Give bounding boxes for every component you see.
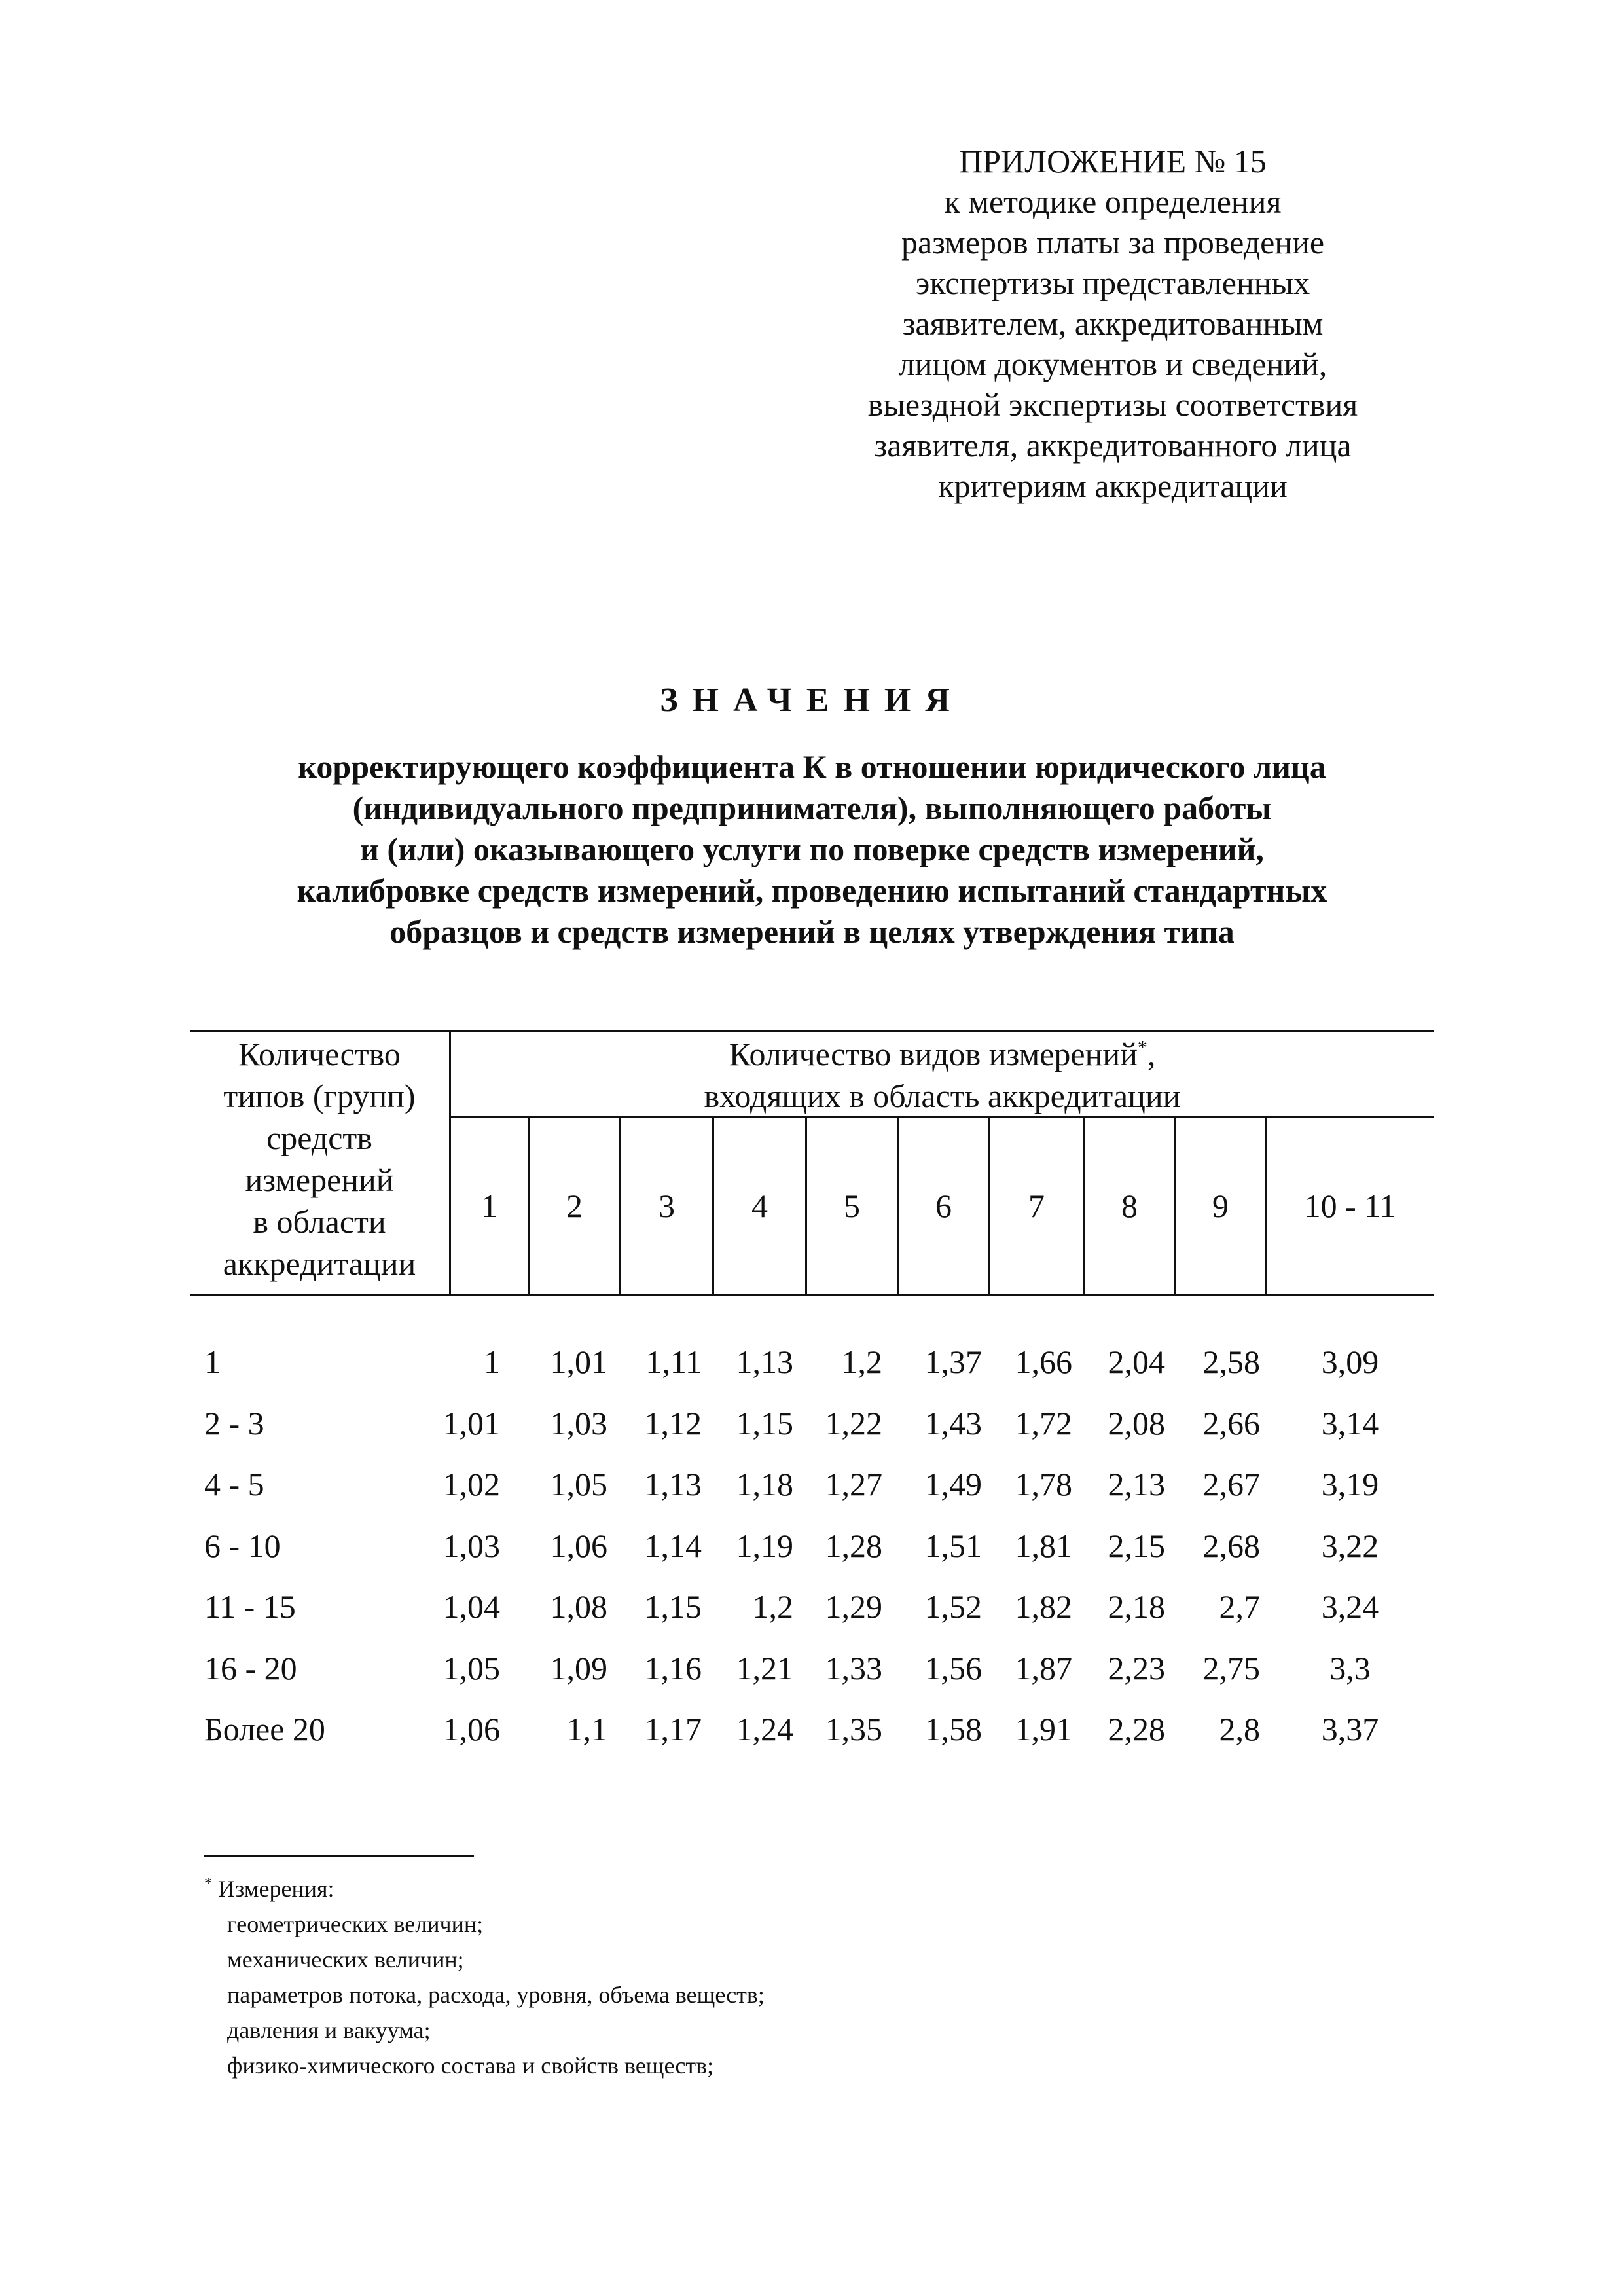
table-cell: 1,16 xyxy=(644,1650,702,1686)
table-cell: 3,3 xyxy=(1329,1650,1371,1686)
table-cell: 2,23 xyxy=(1108,1650,1165,1686)
footnote-mark: * xyxy=(204,1875,212,1892)
row-header-line: в области xyxy=(253,1203,386,1240)
table-cell: 1,06 xyxy=(442,1711,500,1747)
document-subtitle xyxy=(131,746,1493,953)
table-cell: 1,03 xyxy=(442,1527,500,1564)
table-cell: 1,18 xyxy=(736,1466,793,1503)
group-header-line: входящих в область аккредитации xyxy=(704,1078,1181,1114)
row-label: 1 xyxy=(204,1343,221,1380)
table-cell: 1,13 xyxy=(736,1343,793,1380)
table-cell: 3,24 xyxy=(1321,1588,1379,1625)
table-cell: 1,51 xyxy=(924,1527,982,1564)
table-cell: 2,58 xyxy=(1202,1343,1260,1380)
row-header-line: измерений xyxy=(245,1161,394,1198)
table-cell: 1,22 xyxy=(825,1405,882,1442)
row-header-line: средств xyxy=(266,1120,372,1156)
appendix-line: лицом документов и сведений, xyxy=(898,346,1327,382)
table-cell: 1,02 xyxy=(442,1466,500,1503)
table-cell: 1,78 xyxy=(1015,1466,1072,1503)
table-cell: 2,8 xyxy=(1219,1711,1260,1747)
subtitle-line: и (или) оказывающего услуги по поверке средств измерений, xyxy=(360,831,1264,867)
table-cell: 3,09 xyxy=(1321,1343,1379,1380)
subtitle-line: калибровке средств измерений, проведению испытаний стандартных xyxy=(297,872,1327,909)
table-cell: 1,72 xyxy=(1015,1405,1072,1442)
table-cell: 1,49 xyxy=(924,1466,982,1503)
row-header-line: типов (групп) xyxy=(223,1078,416,1114)
table-cell: 1,58 xyxy=(924,1711,982,1747)
footnote-item: параметров потока, расхода, уровня, объема веществ; xyxy=(227,1982,765,2008)
table-cell: 1,21 xyxy=(736,1650,793,1686)
footnote-item: геометрических величин; xyxy=(227,1911,484,1937)
table-cell: 1,28 xyxy=(825,1527,882,1564)
footnote-item: физико-химического состава и свойств веществ; xyxy=(227,2052,714,2079)
table-cell: 1,35 xyxy=(825,1711,882,1747)
group-header-text: Количество видов измерений xyxy=(729,1036,1138,1072)
table-cell: 1,19 xyxy=(736,1527,793,1564)
subtitle-line: образцов и средств измерений в целях утверждения типа xyxy=(389,913,1235,950)
table-cell: 1,05 xyxy=(442,1650,500,1686)
table-cell: 1,27 xyxy=(825,1466,882,1503)
table-cell: 1,43 xyxy=(924,1405,982,1442)
column-header: 7 xyxy=(1028,1188,1045,1224)
table-cell: 2,08 xyxy=(1108,1405,1165,1442)
table-cell: 1,08 xyxy=(550,1588,607,1625)
group-header-comma: , xyxy=(1147,1036,1156,1072)
column-header: 3 xyxy=(659,1188,675,1224)
appendix-line: заявителем, аккредитованным xyxy=(902,305,1324,342)
table-cell: 1,01 xyxy=(550,1343,607,1380)
column-header: 2 xyxy=(566,1188,583,1224)
table-cell: 1,37 xyxy=(924,1343,982,1380)
row-label: 2 - 3 xyxy=(204,1405,264,1442)
table-cell: 2,7 xyxy=(1219,1588,1260,1625)
column-header: 5 xyxy=(844,1188,860,1224)
table-cell: 1,24 xyxy=(736,1711,793,1747)
table-cell: 1,17 xyxy=(644,1711,702,1747)
subtitle-line: (индивидуального предпринимателя), выполняющего работы xyxy=(352,790,1272,826)
table-cell: 1,11 xyxy=(645,1343,702,1380)
column-header: 1 xyxy=(481,1188,497,1224)
table-cell: 2,04 xyxy=(1108,1343,1165,1380)
table-cell: 2,15 xyxy=(1108,1527,1165,1564)
footnote xyxy=(204,1871,765,2083)
appendix-line: критериям аккредитации xyxy=(938,467,1288,504)
table-cell: 2,68 xyxy=(1202,1527,1260,1564)
table-cell: 1,56 xyxy=(924,1650,982,1686)
footnote-ref-mark: * xyxy=(1137,1036,1147,1059)
table-cell: 1,09 xyxy=(550,1650,607,1686)
table-cell: 1,15 xyxy=(736,1405,793,1442)
column-header: 9 xyxy=(1212,1188,1229,1224)
table-cell: 1,14 xyxy=(644,1527,702,1564)
appendix-line: экспертизы представленных xyxy=(915,264,1310,301)
table-cell: 2,28 xyxy=(1108,1711,1165,1747)
table-cell: 1,2 xyxy=(752,1588,793,1625)
row-label: 11 - 15 xyxy=(204,1588,296,1625)
table-cell: 1,29 xyxy=(825,1588,882,1625)
table-cell: 2,67 xyxy=(1202,1466,1260,1503)
appendix-line: заявителя, аккредитованного лица xyxy=(874,427,1352,464)
table-cell: 1,2 xyxy=(841,1343,882,1380)
table-cell: 1,15 xyxy=(644,1588,702,1625)
table-cell: 1,81 xyxy=(1015,1527,1072,1564)
table-cell: 1,1 xyxy=(566,1711,607,1747)
appendix-line: к методике определения xyxy=(944,183,1282,220)
table-cell: 1,05 xyxy=(550,1466,607,1503)
table-cell: 1,87 xyxy=(1015,1650,1072,1686)
footnote-rule xyxy=(204,1855,474,1857)
column-header: 6 xyxy=(935,1188,952,1224)
document-title: ЗНАЧЕНИЯ xyxy=(660,682,964,719)
table-cell: 2,66 xyxy=(1202,1405,1260,1442)
table-cell: 1,12 xyxy=(644,1405,702,1442)
column-header: 8 xyxy=(1121,1188,1138,1224)
table-header-bottom-border xyxy=(190,1294,1434,1296)
column-header: 10 - 11 xyxy=(1304,1188,1396,1224)
table-cell: 1,01 xyxy=(442,1405,500,1442)
table-cell: 1,52 xyxy=(924,1588,982,1625)
row-header-line: аккредитации xyxy=(223,1245,416,1282)
row-label: 16 - 20 xyxy=(204,1650,297,1686)
row-header-cell xyxy=(190,1033,449,1285)
footnote-item: давления и вакуума; xyxy=(227,2017,431,2043)
row-header-line: Количество xyxy=(238,1036,401,1072)
table-cell: 1,82 xyxy=(1015,1588,1072,1625)
footnote-heading-line xyxy=(204,1871,765,1906)
table-cell: 2,18 xyxy=(1108,1588,1165,1625)
table-cell: 1,04 xyxy=(442,1588,500,1625)
group-header-cell xyxy=(451,1033,1434,1117)
subtitle-line: корректирующего коэффициента К в отношении юридического лица xyxy=(298,748,1326,785)
footnote-item: механических величин; xyxy=(227,1946,464,1973)
table-cell: 1,03 xyxy=(550,1405,607,1442)
table-cell: 3,37 xyxy=(1321,1711,1379,1747)
table-cell: 3,14 xyxy=(1321,1405,1379,1442)
group-header-line xyxy=(451,1033,1434,1075)
table-cell: 1,13 xyxy=(644,1466,702,1503)
table-cell: 1,33 xyxy=(825,1650,882,1686)
row-label: Более 20 xyxy=(204,1711,325,1747)
table-cell: 1,91 xyxy=(1015,1711,1072,1747)
table-cell: 1 xyxy=(484,1343,500,1380)
appendix-line: размеров платы за проведение xyxy=(901,224,1325,261)
table-cell: 2,13 xyxy=(1108,1466,1165,1503)
table-cell: 3,22 xyxy=(1321,1527,1379,1564)
table-top-border xyxy=(190,1030,1434,1032)
row-label: 4 - 5 xyxy=(204,1466,264,1503)
table-cell: 1,06 xyxy=(550,1527,607,1564)
column-header: 4 xyxy=(751,1188,768,1224)
appendix-line: ПРИЛОЖЕНИЕ № 15 xyxy=(959,143,1267,179)
appendix-header xyxy=(753,141,1473,506)
footnote-heading: Измерения: xyxy=(218,1876,334,1902)
table-cell: 3,19 xyxy=(1321,1466,1379,1503)
row-label: 6 - 10 xyxy=(204,1527,281,1564)
table-cell: 2,75 xyxy=(1202,1650,1260,1686)
appendix-line: выездной экспертизы соответствия xyxy=(867,386,1358,423)
table-cell: 1,66 xyxy=(1015,1343,1072,1380)
